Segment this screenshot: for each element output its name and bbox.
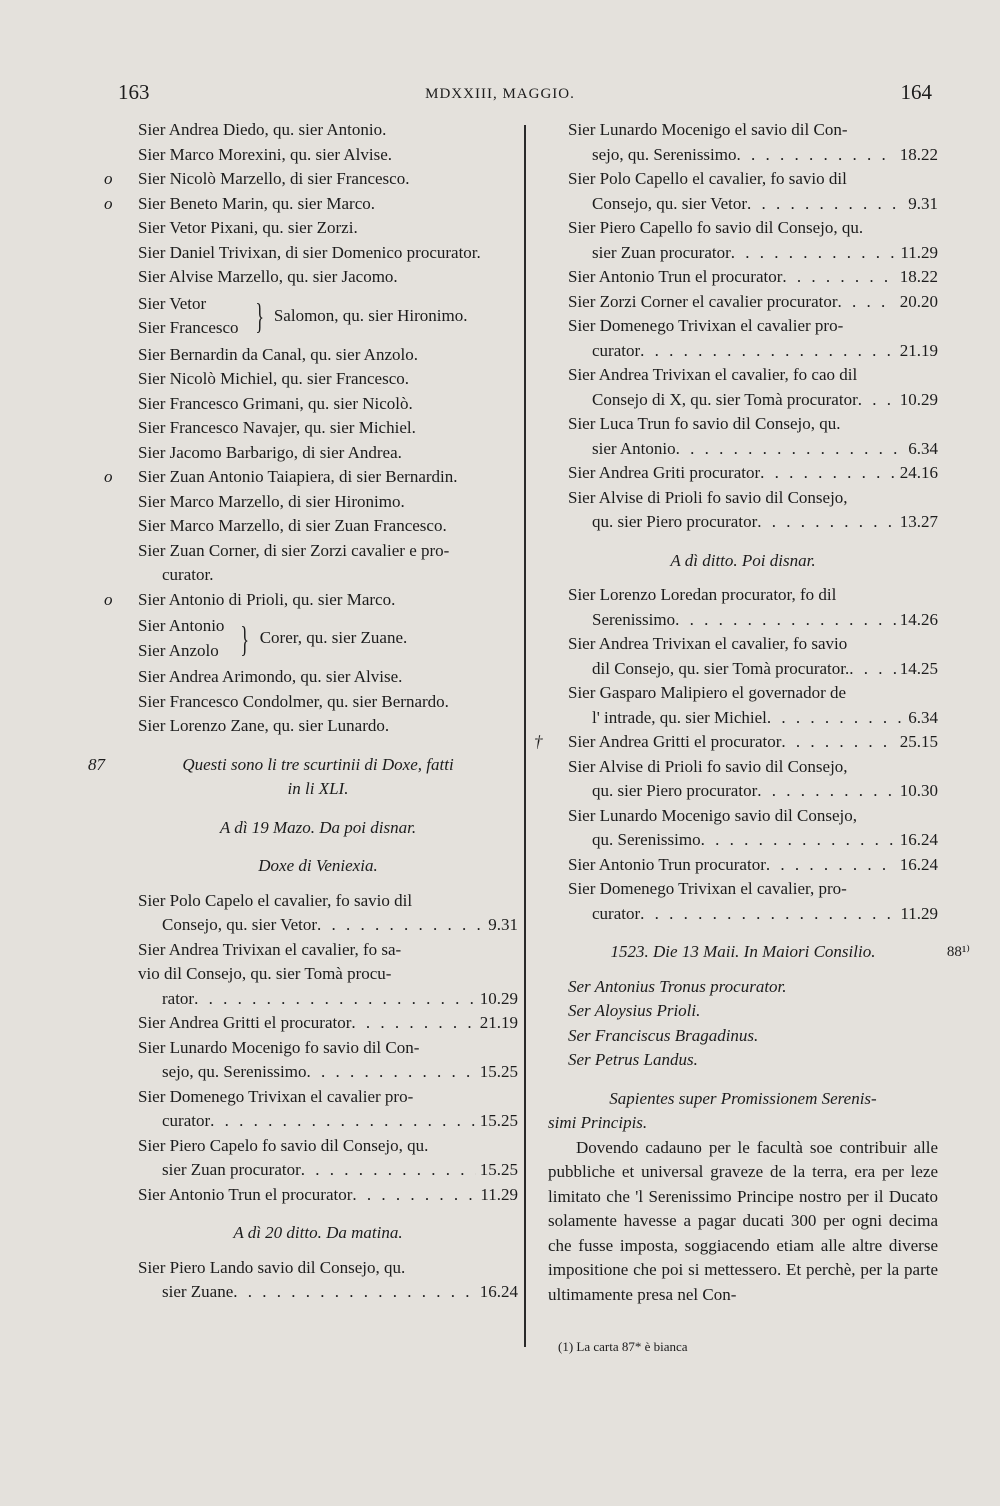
vote-entry-text: sier Antonio xyxy=(592,438,676,458)
vote-entry-line: Sier Domenego Trivixan el cavalier pro- xyxy=(138,1086,414,1106)
name-line: Sier Jacomo Barbarigo, di sier Andrea. xyxy=(138,442,402,462)
vote-entry-line: Sier Piero Lando savio dil Consejo, qu. xyxy=(138,1257,406,1277)
brace-shared-name: Salomon, qu. sier Hironimo. xyxy=(273,305,468,325)
vote-entry xyxy=(118,1036,518,1085)
margin-mark: o xyxy=(104,589,113,609)
vote-entry-text: curator xyxy=(592,340,641,360)
vote-entry-text: Sier Andrea Gritti el procurator xyxy=(138,1013,352,1032)
vote-entry xyxy=(118,889,518,938)
dot-leader xyxy=(737,143,896,168)
name-line: curator. xyxy=(162,565,214,584)
brace-shared-name: Corer, qu. sier Zuane. xyxy=(259,628,408,648)
vote-entry-tally xyxy=(118,1060,518,1085)
vote-entry-text: dil Consejo, qu. sier Tomà procurator. xyxy=(592,658,850,678)
vote-entry-line: Sier Lunardo Mocenigo savio dil Consejo, xyxy=(568,805,857,825)
vote-entry-line: Sier Domenego Trivixan el cavalier, pro- xyxy=(568,879,847,898)
name-line: o Sier Zuan Antonio Taiapiera, di sier Bernardin. xyxy=(118,465,518,490)
dot-leader xyxy=(760,461,896,486)
margin-folio-number: 88¹⁾ xyxy=(946,944,970,960)
vote-entry-tally xyxy=(548,706,938,731)
vote-entry xyxy=(548,804,938,853)
vote-entry-tally xyxy=(548,510,938,535)
vote-entry-tally xyxy=(118,1183,518,1208)
vote-entry-line: Sier Lorenzo Loredan procurator, fo dil xyxy=(568,585,837,604)
column-divider xyxy=(524,125,526,1347)
name-line: o Sier Nicolò Marzello, di sier Francesco. xyxy=(118,167,518,192)
vote-entry-tally xyxy=(118,1280,518,1305)
vote-entry-line: Sier Polo Capello el cavalier, fo savio dil xyxy=(568,169,847,188)
dot-leader xyxy=(675,608,896,633)
council-member: Ser Aloysius Prioli. xyxy=(568,1001,701,1020)
brace-names xyxy=(118,614,224,663)
vote-count: 9.31 xyxy=(488,915,518,934)
vote-entry-text: qu. sier Piero procurator xyxy=(592,512,758,531)
vote-entry-tally xyxy=(548,657,938,682)
name-line: Sier Anzolo xyxy=(138,640,219,660)
name-line: Sier Francesco Condolmer, qu. sier Bernardo. xyxy=(138,691,449,711)
spacer xyxy=(548,1073,938,1087)
name-line: Sier Antonio xyxy=(138,616,225,635)
vote-count: 10.30 xyxy=(899,781,938,800)
vote-count: 25.15 xyxy=(899,732,938,751)
vote-entry xyxy=(548,265,938,290)
vote-entry-text: Consejo di X, qu. sier Tomà procurator xyxy=(592,389,858,409)
council-member: Ser Petrus Landus. xyxy=(568,1050,698,1069)
vote-count: 11.29 xyxy=(900,242,938,262)
vote-count: 18.22 xyxy=(899,144,938,164)
margin-mark: † xyxy=(534,732,543,751)
sapientes-heading: simi Principis. xyxy=(548,1113,648,1132)
name-line: Sier Francesco Grimani, qu. sier Nicolò. xyxy=(138,393,413,413)
brace-symbol: } xyxy=(240,618,250,659)
vote-entry-line: vio dil Consejo, qu. sier Tomà procu- xyxy=(138,964,392,983)
footnote: (1) La carta 87* è bianca xyxy=(558,1339,688,1354)
vote-count: 14.25 xyxy=(899,658,938,678)
vote-entry-text: qu. Serenissimo xyxy=(592,830,701,849)
vote-entry-tally xyxy=(118,1158,518,1183)
council-heading: 1523. Die 13 Maii. In Maiori Consilio. 88¹⁾ xyxy=(548,940,938,965)
vote-entry-tally xyxy=(118,913,518,938)
dot-leader xyxy=(858,388,896,413)
vote-entry-line: Sier Luca Trun fo savio dil Consejo, qu. xyxy=(568,414,841,433)
vote-count: 18.22 xyxy=(899,267,938,286)
vote-entry-text: l' intrade, qu. sier Michiel xyxy=(592,707,767,727)
vote-count: 11.29 xyxy=(480,1184,518,1204)
vote-entry-tally xyxy=(548,388,938,413)
council-member: Ser Antonius Tronus procurator. xyxy=(568,976,787,996)
vote-entry-text: rator xyxy=(162,988,195,1008)
dot-leader xyxy=(849,657,896,682)
name-line: Sier Zuan Corner, di sier Zorzi cavalier e pro- xyxy=(138,540,450,560)
vote-entry-text: Sier Andrea Griti procurator xyxy=(568,463,761,482)
name-line: Sier Lorenzo Zane, qu. sier Lunardo. xyxy=(138,716,390,735)
vote-entry-tally xyxy=(534,730,938,755)
vote-entry xyxy=(548,412,938,461)
vote-entry-tally xyxy=(548,437,938,462)
dot-leader xyxy=(351,1011,475,1036)
dot-leader xyxy=(757,510,896,535)
vote-entry xyxy=(548,632,938,681)
vote-count: 21.19 xyxy=(899,340,938,360)
vote-entry-tally xyxy=(118,1011,518,1036)
brace-names xyxy=(118,292,239,341)
vote-count: 6.34 xyxy=(908,707,938,727)
vote-entry xyxy=(548,363,938,412)
subtitle: Doxe di Veniexia. xyxy=(258,856,378,875)
vote-count: 15.25 xyxy=(479,1062,518,1081)
vote-entry-line: Sier Andrea Trivixan el cavalier, fo sa- xyxy=(138,939,402,959)
dot-leader xyxy=(194,987,476,1012)
spacer xyxy=(118,739,518,753)
name-line: Sier Andrea Arimondo, qu. sier Alvise. xyxy=(138,667,403,686)
vote-entry-line: Sier Polo Capelo el cavalier, fo savio dil xyxy=(138,890,413,910)
vote-entry-tally xyxy=(548,608,938,633)
dot-leader xyxy=(301,1158,476,1183)
dot-leader xyxy=(781,730,895,755)
running-header: MDXXIII, MAGGIO. xyxy=(425,86,575,102)
vote-entry xyxy=(118,1256,518,1305)
right-page-number: 164 xyxy=(900,80,932,104)
brace-symbol: } xyxy=(254,296,264,336)
dot-leader xyxy=(640,902,896,927)
vote-entry-tally xyxy=(548,828,938,853)
vote-entry-text: curator xyxy=(162,1111,211,1130)
vote-count: 16.24 xyxy=(899,830,938,849)
vote-count: 21.19 xyxy=(479,1013,518,1032)
vote-count: 14.26 xyxy=(899,609,938,629)
section-title: in li XLI. xyxy=(287,779,349,798)
vote-entry-line: Sier Andrea Trivixan el cavalier, fo cao dil xyxy=(568,365,858,384)
vote-entry-text: Sier Antonio Trun el procurator xyxy=(138,1184,353,1204)
date-heading: A dì ditto. Poi disnar. xyxy=(670,550,816,570)
vote-count: 15.25 xyxy=(479,1160,518,1179)
vote-entry-tally xyxy=(548,853,938,878)
vote-entry xyxy=(118,938,518,1012)
vote-entry xyxy=(548,583,938,632)
vote-entry xyxy=(548,755,938,804)
dot-leader xyxy=(766,853,896,878)
vote-count: 24.16 xyxy=(899,463,938,482)
vote-entry-tally xyxy=(548,290,938,315)
vote-entry-tally xyxy=(548,192,938,217)
vote-count: 11.29 xyxy=(900,903,938,923)
vote-entry-text: sier Zuan procurator xyxy=(162,1160,301,1179)
vote-count: 10.29 xyxy=(479,988,518,1008)
margin-folio-number: 87 xyxy=(88,754,105,774)
vote-count: 10.29 xyxy=(899,389,938,409)
vote-count: 6.34 xyxy=(908,438,938,458)
vote-entry-line: Sier Andrea Trivixan el cavalier, fo savio xyxy=(568,634,848,653)
vote-count: 13.27 xyxy=(899,512,938,531)
council-member: Ser Franciscus Bragadinus. xyxy=(568,1025,759,1045)
dot-leader xyxy=(747,192,904,217)
name-line: Sier Daniel Trivixan, di sier Domenico procurator. xyxy=(138,242,481,262)
dot-leader xyxy=(701,828,896,853)
vote-entry-line: Sier Lunardo Mocenigo el savio dil Con- xyxy=(568,120,848,139)
name-line: Sier Francesco Navajer, qu. sier Michiel. xyxy=(138,418,416,437)
vote-entry-line: Sier Alvise di Prioli fo savio dil Consejo, xyxy=(568,487,848,507)
vote-entry-text: Sier Antonio Trun procurator xyxy=(568,854,766,874)
name-line: Sier Bernardin da Canal, qu. sier Anzolo. xyxy=(138,344,418,364)
dot-leader xyxy=(767,706,904,731)
vote-entry-text: Consejo, qu. sier Vetor xyxy=(162,915,318,934)
date-heading: A dì 19 Mazo. Da poi disnar. xyxy=(219,817,417,837)
dot-leader xyxy=(731,241,897,266)
dot-leader xyxy=(317,913,484,938)
dot-leader xyxy=(233,1280,475,1305)
name-line: Sier Alvise Marzello, qu. sier Jacomo. xyxy=(138,267,398,286)
vote-entry xyxy=(548,167,938,216)
right-column xyxy=(534,118,970,1360)
vote-entry-text: sejo, qu. Serenissimo xyxy=(592,144,737,164)
left-column xyxy=(88,118,518,1305)
vote-count: 9.31 xyxy=(908,193,938,213)
vote-entry-text: qu. sier Piero procurator xyxy=(592,781,758,800)
vote-entry-text: sier Zuane xyxy=(162,1282,234,1301)
name-line: o Sier Antonio di Prioli, qu. sier Marco. xyxy=(118,588,518,613)
vote-entry xyxy=(548,216,938,265)
vote-entry-tally xyxy=(118,1109,518,1134)
vote-entry-tally xyxy=(548,143,938,168)
date-heading: A dì 20 ditto. Da matina. xyxy=(233,1223,403,1242)
vote-entry xyxy=(118,1085,518,1134)
vote-entry-line: Sier Piero Capello fo savio dil Consejo, qu. xyxy=(568,218,864,237)
vote-entry-text: Serenissimo xyxy=(592,609,676,629)
vote-count: 16.24 xyxy=(479,1282,518,1301)
margin-mark: o xyxy=(104,467,113,486)
margin-mark: o xyxy=(104,169,113,188)
brace-group xyxy=(118,614,518,663)
vote-entry-tally xyxy=(548,902,938,927)
dot-leader xyxy=(352,1183,476,1208)
dot-leader xyxy=(307,1060,476,1085)
sapientes-heading: Sapientes super Promissionem Serenis- xyxy=(609,1088,877,1108)
vote-entry-text: Sier Antonio Trun el procurator xyxy=(568,267,783,286)
vote-entry-line: Sier Lunardo Mocenigo fo savio dil Con- xyxy=(138,1037,420,1057)
vote-entry-text: Sier Andrea Gritti el procurator xyxy=(568,732,782,751)
dot-leader xyxy=(640,339,896,364)
vote-entry-line: Sier Alvise di Prioli fo savio dil Consejo, xyxy=(568,756,848,776)
vote-entry-tally xyxy=(548,779,938,804)
vote-entry xyxy=(118,1011,518,1036)
margin-mark: o xyxy=(104,193,113,213)
vote-entry-tally xyxy=(548,339,938,364)
left-page-number: 163 xyxy=(118,80,150,104)
vote-entry-text: sier Zuan procurator xyxy=(592,242,731,262)
vote-count: 15.25 xyxy=(479,1111,518,1130)
dot-leader xyxy=(782,265,895,290)
vote-entry-text: Consejo, qu. sier Vetor xyxy=(592,193,748,213)
name-line: Sier Marco Marzello, di sier Hironimo. xyxy=(138,491,405,511)
vote-entry-line: Sier Domenego Trivixan el cavalier pro- xyxy=(568,316,844,335)
vote-entry-text: sejo, qu. Serenissimo xyxy=(162,1062,307,1081)
name-line: Sier Nicolò Michiel, qu. sier Francesco. xyxy=(138,369,409,388)
vote-entry xyxy=(548,314,938,363)
dot-leader xyxy=(838,290,896,315)
vote-entry xyxy=(118,1134,518,1183)
name-line: Sier Marco Morexini, qu. sier Alvise. xyxy=(138,144,393,164)
vote-entry xyxy=(548,461,938,486)
name-line: Sier Vetor Pixani, qu. sier Zorzi. xyxy=(138,218,358,237)
vote-entry xyxy=(118,1183,518,1208)
body-paragraph: Dovendo cadauno per le facultà soe contribuir alle pubbliche et universal graveze de la terra, era per leze limitato che 'l Serenissimo Principe nostro per il Ducato solamente havesse a pagar ducati 300 per ogni decima che fusse imposta, soggiacendo etiam alle altre diverse impositione che poi si mettessero. Et perchè, per la parte ultimamente presa nel Con- xyxy=(548,1137,938,1304)
dot-leader xyxy=(210,1109,476,1134)
vote-entry-line: Sier Piero Capelo fo savio dil Consejo, qu. xyxy=(138,1135,429,1155)
vote-count: 20.20 xyxy=(899,291,938,311)
vote-entry-text: Sier Zorzi Corner el cavalier procurator xyxy=(568,291,838,311)
vote-entry-tally xyxy=(118,987,518,1012)
vote-count: 16.24 xyxy=(899,854,938,874)
name-line: Sier Andrea Diedo, qu. sier Antonio. xyxy=(138,120,387,139)
vote-entry-text: curator xyxy=(592,903,641,923)
dot-leader xyxy=(757,779,896,804)
vote-entry xyxy=(548,853,938,878)
vote-entry xyxy=(548,118,938,167)
vote-entry xyxy=(548,486,938,535)
brace-group xyxy=(118,292,518,341)
vote-entry xyxy=(548,681,938,730)
vote-entry-tally xyxy=(548,265,938,290)
name-line: Sier Vetor xyxy=(138,293,207,313)
dot-leader xyxy=(676,437,905,462)
name-line: o Sier Beneto Marin, qu. sier Marco. xyxy=(118,192,518,217)
vote-entry xyxy=(534,730,938,755)
section-title: 87 Questi sono li tre scurtinii di Doxe, fatti xyxy=(118,753,518,778)
name-line: Sier Francesco xyxy=(138,318,239,337)
vote-entry xyxy=(548,877,938,926)
name-line: Sier Marco Marzello, di sier Zuan Francesco. xyxy=(138,516,447,535)
vote-entry-tally xyxy=(548,241,938,266)
vote-entry-tally xyxy=(548,461,938,486)
vote-entry xyxy=(548,290,938,315)
vote-entry-line: Sier Gasparo Malipiero el governador de xyxy=(568,683,847,702)
